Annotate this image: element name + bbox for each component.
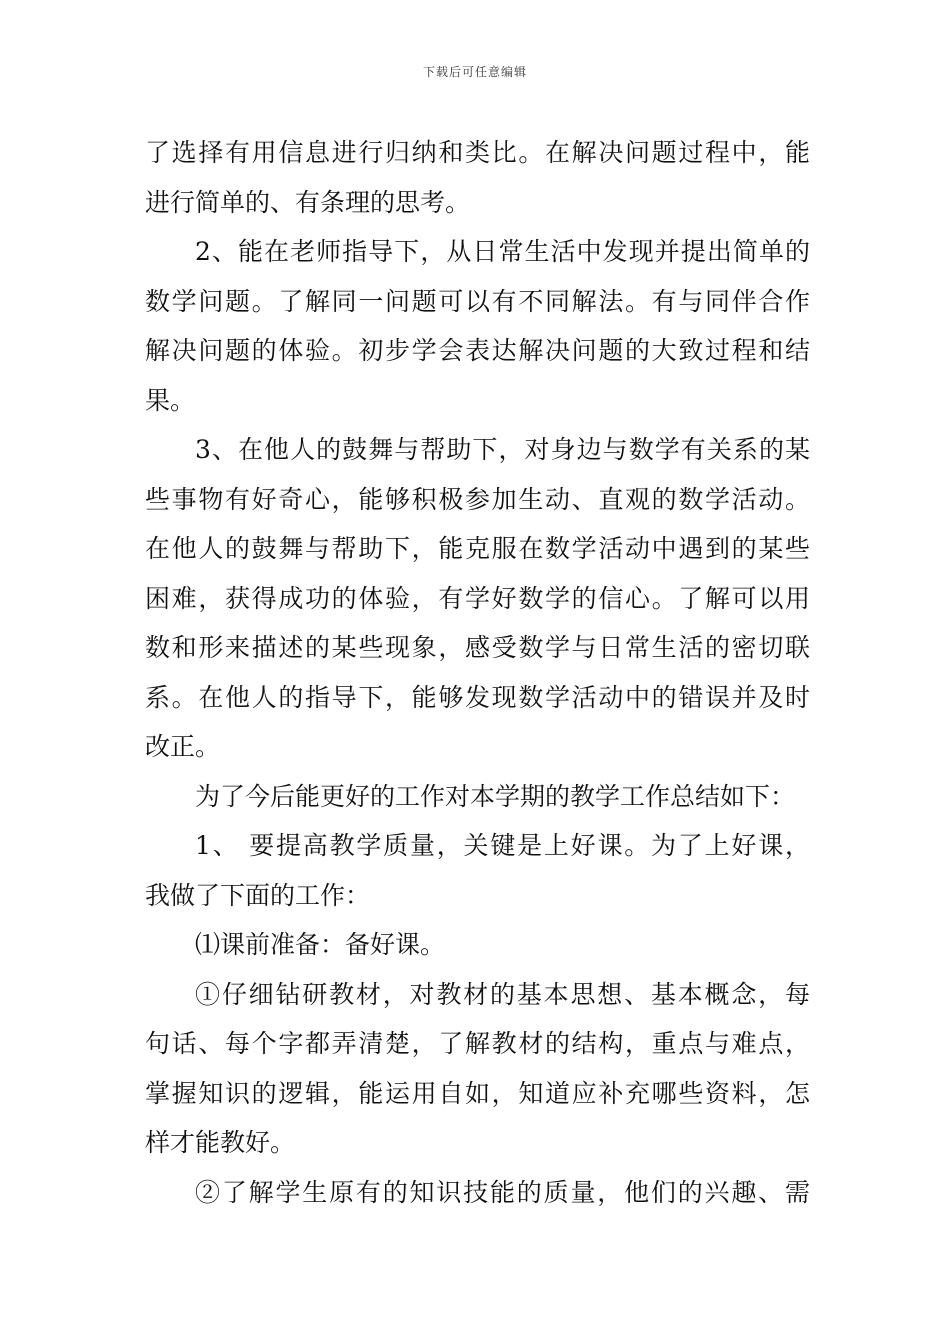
text-line: 进行简单的、有条理的思考。 (145, 187, 471, 217)
text-line: 2、能在老师指导下，从日常生活中发现并提出简单的 (195, 237, 810, 266)
text-line: 数学问题。了解同一问题可以有不同解法。有与同伴合作 (145, 286, 810, 316)
text-line: 困难，获得成功的体验，有学好数学的信心。了解可以用 (145, 583, 810, 613)
text-line: ①仔细钻研教材，对教材的基本思想、基本概念，每 (195, 979, 810, 1009)
page-header: 下载后可任意编辑 (422, 65, 527, 79)
text-line: ⑴课前准备：备好课。 (195, 930, 446, 959)
text-line: ②了解学生原有的知识技能的质量，他们的兴趣、需 (195, 1177, 810, 1207)
text-line: 3、在他人的鼓舞与帮助下，对身边与数学有关系的某 (195, 435, 810, 464)
text-line: 些事物有好奇心，能够积极参加生动、直观的数学活动。 (145, 484, 810, 514)
text-line: 掌握知识的逻辑，能运用自如，知道应补充哪些资料，怎 (145, 1078, 810, 1108)
text-line: 1、 要提高教学质量，关键是上好课。为了上好课， (195, 831, 810, 860)
text-line: 我做了下面的工作： (145, 880, 371, 910)
text-line: 数和形来描述的某些现象，感受数学与日常生活的密切联 (145, 633, 810, 662)
text-line: 在他人的鼓舞与帮助下，能克服在数学活动中遇到的某些 (145, 534, 810, 563)
text-line: 为了今后能更好的工作对本学期的教学工作总结如下： (195, 781, 796, 811)
text-line: 果。 (145, 385, 196, 415)
text-line: 改正。 (145, 732, 221, 761)
text-line: 了选择有用信息进行归纳和类比。在解决问题过程中，能 (145, 138, 810, 167)
text-line: 句话、每个字都弄清楚，了解教材的结构，重点与难点， (145, 1029, 810, 1058)
text-line: 系。在他人的指导下，能够发现数学活动中的错误并及时 (145, 682, 810, 712)
text-line: 样才能教好。 (145, 1128, 296, 1157)
document-body (145, 128, 810, 1217)
text-line: 解决问题的体验。初步学会表达解决问题的大致过程和结 (145, 336, 810, 365)
